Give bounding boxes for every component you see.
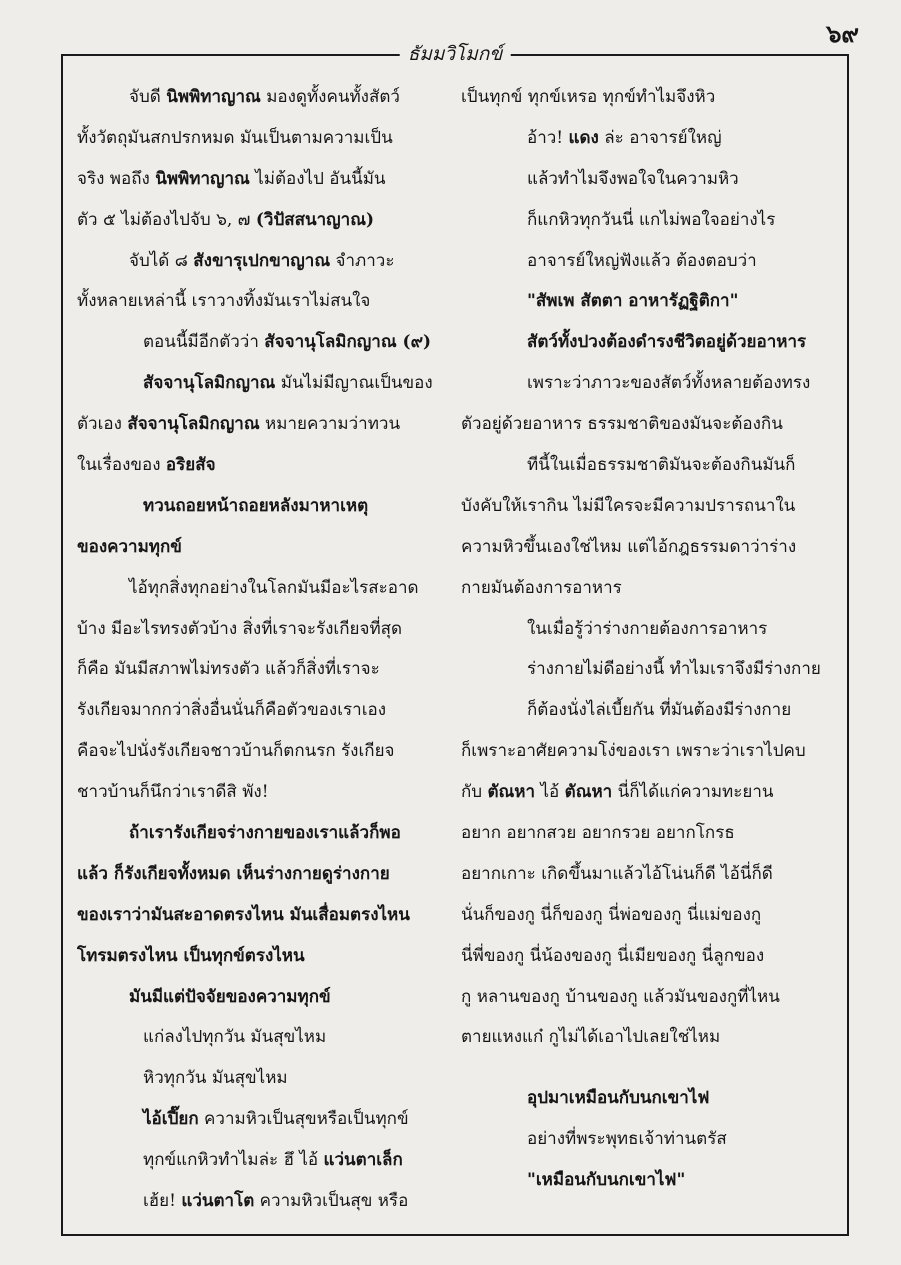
text-segment: ในเรื่องของ: [77, 455, 166, 476]
text-line: [77, 322, 443, 363]
text-segment: กายมันต้องการอาหาร: [461, 577, 622, 598]
bold-text: อุปมาเหมือนกับนกเขาไฟ: [527, 1088, 710, 1109]
bold-text: ตัณหา: [487, 782, 536, 803]
text-line: [77, 241, 443, 282]
text-segment: บังคับให้เรากิน ไม่มีใครจะมีความปรารถนาใน: [461, 495, 796, 516]
text-segment: อยากเกาะ เกิดขึ้นมาแล้วไอ้โน่นก็ดี ไอ้นี่ก็ดี: [461, 863, 773, 884]
bold-text: ตัณหา: [564, 782, 613, 803]
text-segment: ก็คือ มันมีสภาพไม่ทรงตัว แล้วก็สิ่งที่เราจะ: [77, 659, 380, 680]
bold-text: อริยสัจ: [165, 455, 216, 476]
text-line: [461, 731, 831, 772]
text-line: [77, 977, 443, 1018]
text-segment: แก่ลงไปทุกวัน มันสุขไหม: [143, 1027, 327, 1048]
text-line: [77, 813, 443, 854]
text-segment: ก็เพราะอาศัยความโง่ของเรา เพราะว่าเราไปคบ: [461, 741, 806, 762]
text-segment: จริง พอถึง: [77, 168, 156, 189]
text-segment: ไอ้ทุกสิ่งทุกอย่างในโลกมันมีอะไรสะอาด: [129, 577, 419, 598]
bold-text: ไอ้เปี๊ยก: [143, 1109, 199, 1130]
text-line: [461, 527, 831, 568]
text-line: [461, 1017, 831, 1058]
text-line: [461, 895, 831, 936]
bold-text: สัจจานุโลมิกญาณ (๙): [264, 332, 432, 353]
bold-text: ถ้าเรารังเกียจร่างกายของเราแล้วก็พอ: [129, 823, 401, 844]
text-line: [77, 854, 443, 895]
text-line: [77, 568, 443, 609]
text-line: [461, 118, 831, 159]
text-segment: ตัวเอง: [77, 414, 128, 435]
text-segment: อยาก อยากสวย อยากรวย อยากโกรธ: [461, 823, 735, 844]
text-line: [77, 281, 443, 322]
text-segment: ทั้งวัตถุมันสกปรกหมด มันเป็นตามความเป็น: [77, 127, 393, 148]
text-segment: หมายความว่าทวน: [259, 414, 401, 435]
text-line: [461, 1078, 831, 1119]
bold-text: แว่นตาเล็ก: [323, 1150, 403, 1171]
text-segment: มันไม่มีญาณเป็นของ: [275, 373, 433, 394]
page-number: ๖๙: [826, 19, 859, 48]
text-frame: [61, 43, 849, 1236]
text-line: [461, 159, 831, 200]
bold-text: มันมีแต่ปัจจัยของความทุกข์: [129, 986, 331, 1007]
text-segment: จับดี: [129, 87, 167, 107]
text-line: [461, 404, 831, 445]
text-line: [461, 77, 831, 118]
text-line: [77, 527, 443, 568]
text-line: [77, 200, 443, 241]
text-line: [77, 486, 443, 527]
bold-text: สัจจานุโลมิกญาณ: [143, 373, 276, 394]
text-line: [77, 649, 443, 690]
text-segment: ร่างกายไม่ดีอย่างนี้ ทำไมเราจึงมีร่างกาย: [527, 659, 821, 680]
text-segment: ล่ะ อาจารย์ใหญ่: [598, 127, 722, 148]
text-segment: ก็แกหิวทุกวันนี่ แกไม่พอใจอย่างไร: [527, 209, 776, 230]
text-line: [461, 772, 831, 813]
bold-text: สังขารุเปกขาญาณ: [193, 250, 331, 271]
text-segment: ในเมื่อรู้ว่าร่างกายต้องการอาหาร: [527, 618, 768, 639]
text-segment: ทั้งหลายเหล่านี้ เราวางทิ้งมันเราไม่สนใจ: [77, 291, 371, 312]
text-segment: จำภาวะ: [330, 250, 395, 271]
bold-text: ทวนถอยหน้าถอยหลังมาหาเหตุ: [143, 495, 369, 516]
right-column: [461, 77, 831, 1227]
text-segment: ก็ต้องนั่งไล่เบี้ยกัน ที่มันต้องมีร่างกาย: [527, 700, 792, 721]
bold-text: นิพพิทาญาณ: [166, 87, 261, 107]
bold-text: นิพพิทาญาณ: [155, 168, 250, 189]
text-line: [77, 690, 443, 731]
text-segment: คือจะไปนั่งรังเกียจชาวบ้านก็ตกนรก รังเกียจ: [77, 741, 395, 762]
text-segment: กับ: [461, 782, 488, 803]
text-segment: ความหิวเป็นสุข หรือ: [254, 1191, 409, 1212]
text-segment: นี่พี่ของกู นี่น้องของกู นี่เมียของกู นี่ลูกของ: [461, 945, 765, 966]
text-line: [461, 568, 831, 609]
text-segment: มองดูทั้งคนทั้งสัตว์: [260, 87, 400, 107]
text-line: [461, 936, 831, 977]
text-line: [461, 609, 831, 650]
text-line: [77, 936, 443, 977]
text-segment: ความหิวเป็นสุขหรือเป็นทุกข์: [198, 1109, 409, 1130]
text-segment: อ้าว!: [527, 127, 569, 148]
text-segment: ไม่ต้องไป อันนี้มัน: [249, 168, 386, 189]
text-line: [461, 977, 831, 1018]
bold-text: (วิปัสสนาญาณ): [255, 209, 375, 230]
bold-text: ของเราว่ามันสะอาดตรงไหน มันเสื่อมตรงไหน: [77, 904, 410, 925]
text-line: [461, 690, 831, 731]
text-segment: บ้าง มีอะไรทรงตัวบ้าง สิ่งที่เราจะรังเกียจที่สุด: [77, 618, 403, 639]
text-line: [77, 1140, 443, 1181]
paragraph-gap: [461, 1058, 831, 1078]
text-line: [461, 1160, 831, 1201]
text-segment: ชาวบ้านก็นึกว่าเราดีสิ พัง!: [77, 782, 269, 803]
text-line: [77, 609, 443, 650]
text-segment: จับได้ ๘: [129, 250, 194, 271]
text-line: [77, 895, 443, 936]
text-line: [77, 404, 443, 445]
text-line: [461, 200, 831, 241]
text-segment: แล้วทำไมจึงพอใจในความหิว: [527, 168, 739, 189]
text-segment: ความหิวขึ้นเองใช่ไหม แต่ไอ้กฎธรรมดาว่าร่าง: [461, 536, 797, 557]
text-line: [77, 1181, 443, 1222]
text-segment: เพราะว่าภาวะของสัตว์ทั้งหลายต้องทรง: [527, 373, 811, 394]
text-line: [77, 118, 443, 159]
text-line: [461, 1119, 831, 1160]
bold-text: "สัพเพ สัตตา อาหารัฏฐิติกา": [527, 291, 739, 312]
text-segment: กู หลานของกู บ้านของกู แล้วมันของกูที่ไหน: [461, 986, 780, 1007]
text-segment: อาจารย์ใหญ่ฟังแล้ว ต้องตอบว่า: [527, 250, 757, 271]
text-segment: อย่างที่พระพุทธเจ้าท่านตรัส: [527, 1129, 727, 1150]
bold-text: สัตว์ทั้งปวงต้องดำรงชีวิตอยู่ด้วยอาหาร: [527, 332, 807, 353]
text-segment: รังเกียจมากกว่าสิ่งอื่นนั่นก็คือตัวของเราเอง: [77, 700, 387, 721]
text-segment: ตัว ๕ ไม่ต้องไปจับ ๖, ๗: [77, 209, 256, 230]
header-title: ธัมมวิโมกข์: [400, 40, 511, 68]
text-segment: หิวทุกวัน มันสุขไหม: [143, 1068, 288, 1089]
text-segment: ตายแหงแก๋ กูไม่ได้เอาไปเลยใช่ไหม: [461, 1027, 721, 1048]
text-line: [461, 241, 831, 282]
text-segment: เฮ้ย!: [143, 1191, 182, 1212]
text-line: [461, 322, 831, 363]
bold-text: โทรมตรงไหน เป็นทุกข์ตรงไหน: [77, 945, 305, 966]
text-segment: ตัวอยู่ด้วยอาหาร ธรรมชาติของมันจะต้องกิน: [461, 414, 783, 435]
text-line: [77, 77, 443, 118]
text-line: [77, 731, 443, 772]
text-segment: ทีนี้ในเมื่อธรรมชาติมันจะต้องกินมันก็: [527, 455, 796, 476]
text-segment: เป็นทุกข์ ทุกข์เหรอ ทุกข์ทำไมจึงหิว: [461, 87, 716, 107]
text-line: [461, 445, 831, 486]
text-line: [77, 445, 443, 486]
text-segment: ตอนนี้มีอีกตัวว่า: [143, 332, 265, 353]
text-line: [77, 1099, 443, 1140]
text-line: [461, 486, 831, 527]
bold-text: "เหมือนกับนกเขาไฟ": [527, 1170, 686, 1191]
text-line: [77, 1017, 443, 1058]
text-segment: ไอ้: [535, 782, 565, 803]
bold-text: ของความทุกข์: [77, 536, 182, 557]
text-line: [77, 363, 443, 404]
text-line: [461, 813, 831, 854]
text-line: [77, 1058, 443, 1099]
text-line: [77, 159, 443, 200]
text-line: [461, 363, 831, 404]
text-line: [461, 281, 831, 322]
bold-text: แดง: [568, 127, 599, 148]
text-segment: นั่นก็ของกู นี่ก็ของกู นี่พ่อของกู นี่แม่ของกู: [461, 904, 762, 925]
text-segment: นี่ก็ได้แก่ความทะยาน: [612, 782, 774, 803]
text-segment: ทุกข์แกหิวทำไมล่ะ ฮึ ไอ้: [143, 1150, 324, 1171]
bold-text: สัจจานุโลมิกญาณ: [127, 414, 260, 435]
bold-text: แว่นตาโต: [181, 1191, 255, 1212]
bold-text: แล้ว ก็รังเกียจทั้งหมด เห็นร่างกายดูร่างกาย: [77, 863, 390, 884]
text-line: [461, 649, 831, 690]
left-column: [77, 77, 443, 1227]
text-line: [77, 772, 443, 813]
text-line: [461, 854, 831, 895]
